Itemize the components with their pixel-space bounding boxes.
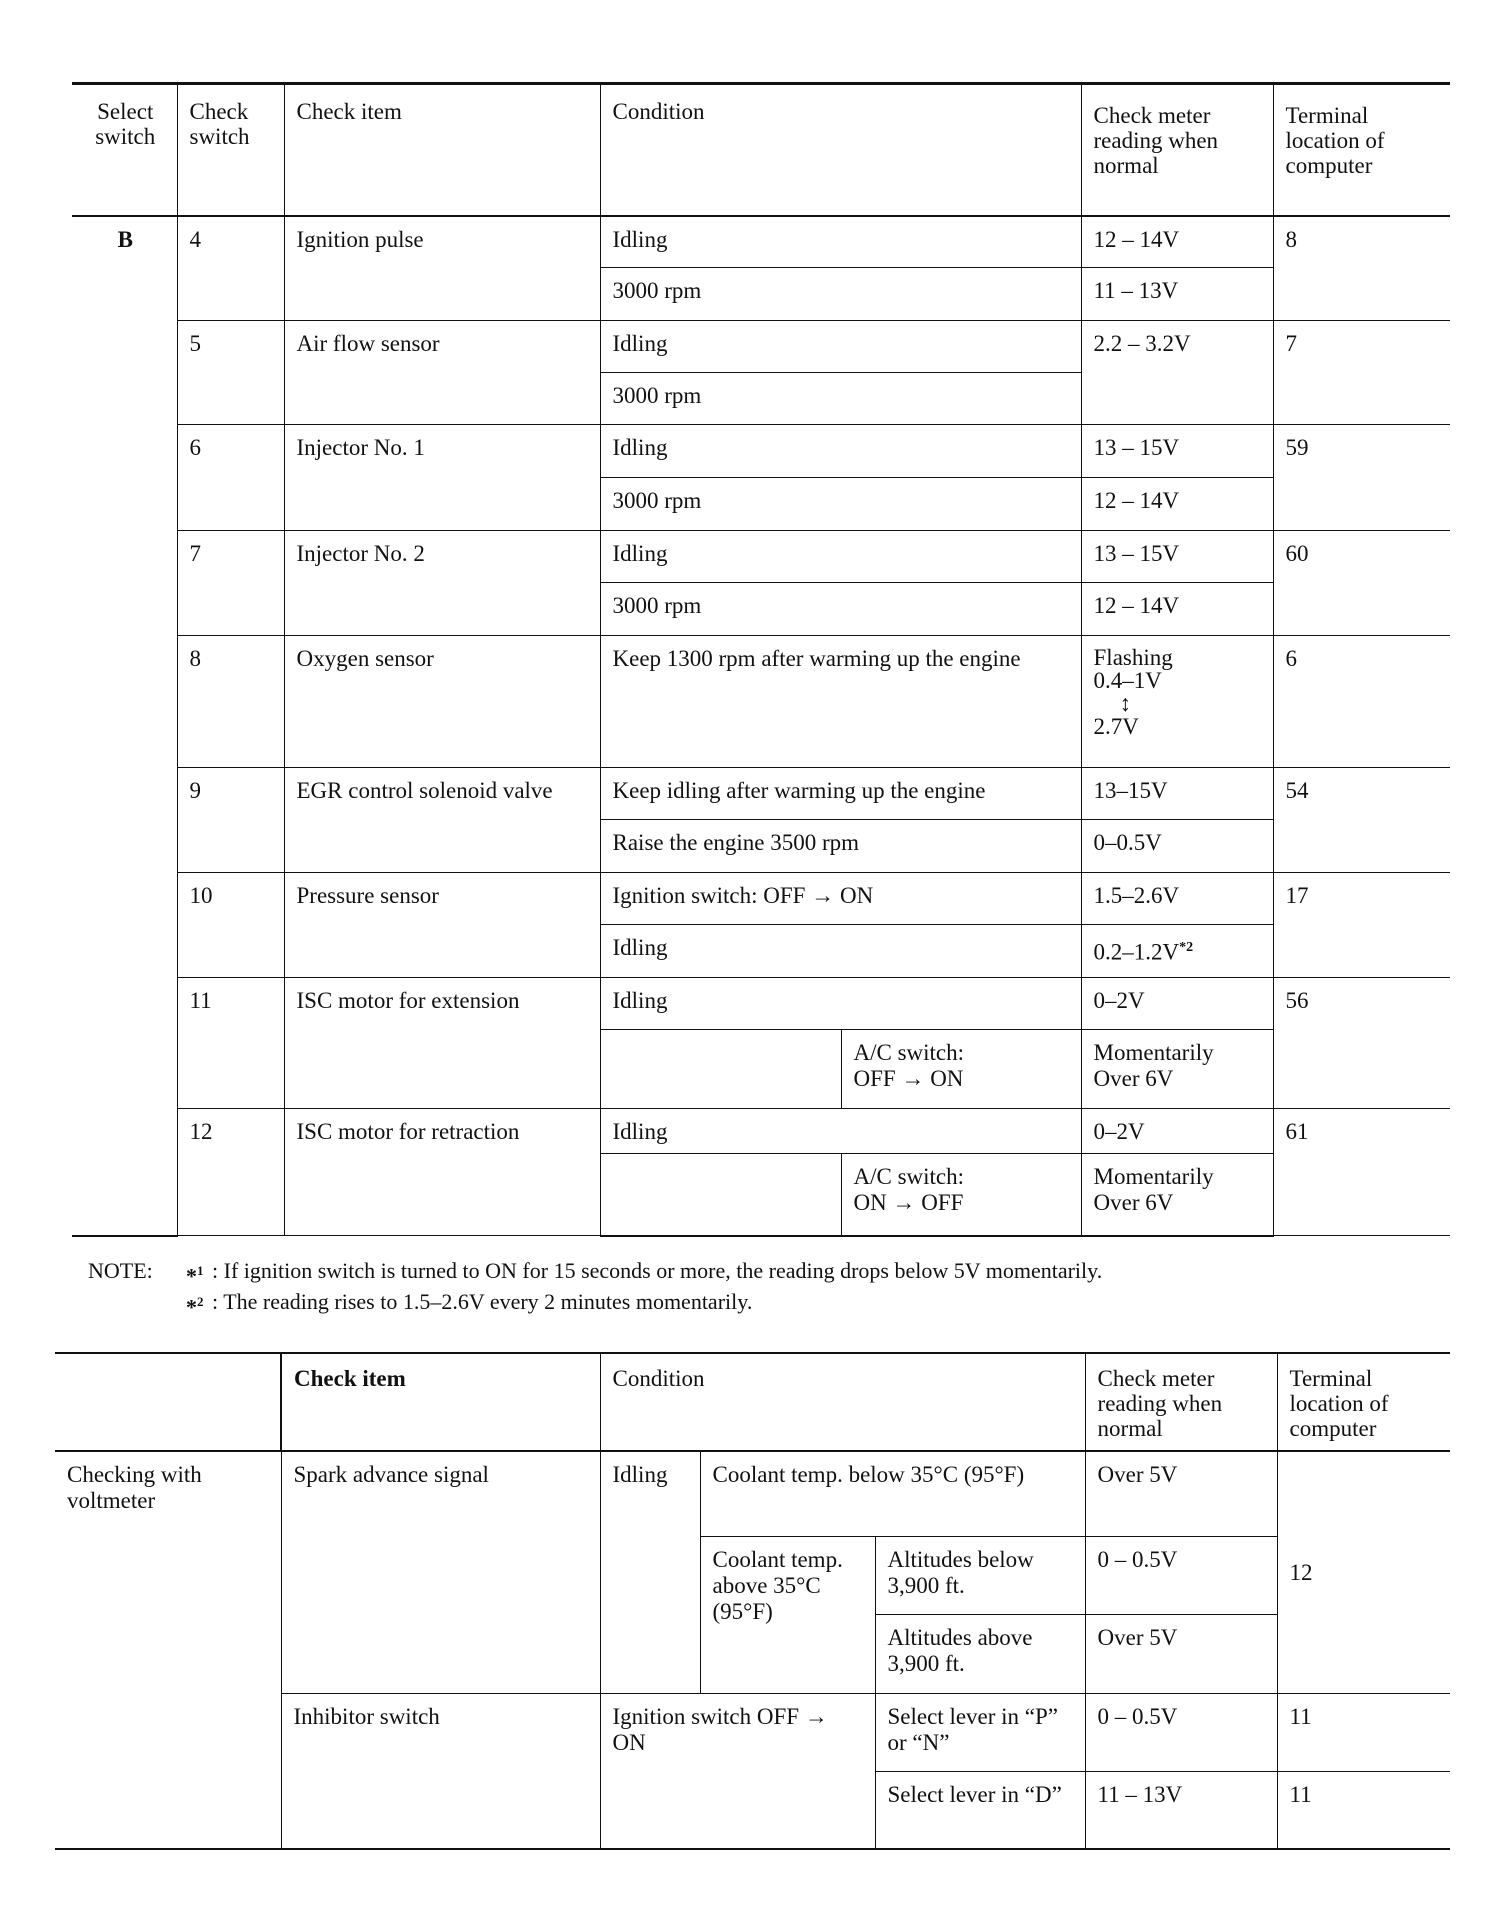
check-switch-number: 5 [177, 321, 284, 425]
check-item: ISC motor for extension [284, 978, 600, 1109]
check-item: Spark advance signal [281, 1451, 600, 1693]
up-down-arrow-icon: ↕ [1119, 691, 1132, 716]
table-row [72, 531, 1450, 583]
meter-reading: 12 – 14V [1081, 216, 1273, 268]
terminal-location: 8 [1273, 216, 1450, 321]
terminal-location: 7 [1273, 321, 1450, 425]
table-row [72, 321, 1450, 373]
meter-reading: 11 – 13V [1085, 1771, 1277, 1849]
check-item: Air flow sensor [284, 321, 600, 425]
check-switch-number: 6 [177, 425, 284, 531]
check-switch-number: 4 [177, 216, 284, 321]
condition: Raise the engine 3500 rpm [600, 820, 1081, 873]
meter-reading [1081, 1154, 1273, 1236]
meter-reading: 2.2 – 3.2V [1081, 321, 1273, 425]
meter-reading: 0–0.5V [1081, 820, 1273, 873]
condition: Idling [600, 1109, 1081, 1154]
meter-line: Over 6V [1093, 1066, 1174, 1091]
sub-condition-line: OFF → ON [853, 1066, 964, 1091]
meter-reading: 12 – 14V [1081, 478, 1273, 531]
meter-reading: 0–2V [1081, 978, 1273, 1030]
condition: Idling [600, 216, 1081, 268]
condition-blank [600, 1030, 841, 1109]
meter-line: 0.4–1V [1093, 668, 1162, 693]
note-label: NOTE: [88, 1258, 153, 1283]
terminal-location: 17 [1273, 873, 1450, 978]
meter-reading: 12 – 14V [1081, 583, 1273, 636]
meter-reading: 0–2V [1081, 1109, 1273, 1154]
sub-condition-line: A/C switch: [853, 1164, 965, 1189]
meter-reading: 11 – 13V [1081, 268, 1273, 321]
sub-condition [841, 1030, 1081, 1109]
terminal-location: 54 [1273, 768, 1450, 873]
check-switch-number: 12 [177, 1109, 284, 1236]
header-meter-reading: Check meter reading when normal [1085, 1353, 1277, 1451]
check-item: EGR control solenoid valve [284, 768, 600, 873]
condition: Keep idling after warming up the engine [600, 768, 1081, 820]
select-switch-value: B [72, 216, 177, 1236]
check-item: Oxygen sensor [284, 636, 600, 768]
condition: 3000 rpm [600, 373, 1081, 425]
check-switch-number: 7 [177, 531, 284, 636]
condition: Idling [600, 425, 1081, 478]
meter-reading: 1.5–2.6V [1081, 873, 1273, 925]
meter-line: 2.7V [1093, 714, 1139, 739]
header-terminal-location: Terminal location of computer [1273, 84, 1450, 216]
sub-condition-line: A/C switch: [853, 1040, 965, 1065]
meter-line: Momentarily [1093, 1164, 1214, 1189]
table-row [72, 873, 1450, 925]
condition-lever-pn: Select lever in “P” or “N” [875, 1693, 1085, 1771]
footnote-text: : If ignition switch is turned to ON for 15 seconds or more, the reading drops below 5V momentarily. [212, 1258, 1103, 1283]
meter-line: Flashing [1093, 645, 1173, 670]
header-meter-reading: Check meter reading when normal [1081, 84, 1273, 216]
meter-reading: Over 5V [1085, 1451, 1277, 1536]
condition: 3000 rpm [600, 478, 1081, 531]
header-condition: Condition [600, 1353, 1085, 1451]
condition-altitude-above: Altitudes above 3,900 ft. [875, 1614, 1085, 1693]
condition-ignition: Ignition switch OFF → ON [600, 1693, 875, 1849]
header-check-item: Check item [281, 1353, 600, 1451]
terminal-location: 56 [1273, 978, 1450, 1109]
condition-altitude-below: Altitudes below 3,900 ft. [875, 1536, 1085, 1614]
meter-reading [1081, 1030, 1273, 1109]
condition: Idling [600, 321, 1081, 373]
header-check-switch: Check switch [177, 84, 284, 216]
condition: Idling [600, 978, 1081, 1030]
condition: Keep 1300 rpm after warming up the engine [600, 636, 1081, 768]
footnote-2 [88, 1289, 1448, 1320]
terminal-location: 11 [1277, 1771, 1450, 1849]
header-check-item: Check item [284, 84, 600, 216]
check-item: Injector No. 1 [284, 425, 600, 531]
condition-coolant-below: Coolant temp. below 35°C (95°F) [700, 1451, 1085, 1536]
sub-condition-line: ON → OFF [853, 1190, 964, 1215]
check-table-select-switch [72, 82, 1450, 1237]
footnote-text: : The reading rises to 1.5–2.6V every 2 minutes momentarily. [212, 1289, 753, 1315]
condition: 3000 rpm [600, 583, 1081, 636]
check-item: ISC motor for retraction [284, 1109, 600, 1236]
check-switch-number: 8 [177, 636, 284, 768]
condition-idling: Idling [600, 1451, 700, 1693]
table-row [72, 768, 1450, 820]
table-row [72, 216, 1450, 268]
meter-reading: 13–15V [1081, 768, 1273, 820]
meter-line: Momentarily [1093, 1040, 1214, 1065]
meter-reading: 0 – 0.5V [1085, 1693, 1277, 1771]
footnote-1 [88, 1258, 1448, 1289]
condition: Ignition switch: OFF → ON [600, 873, 1081, 925]
condition: 3000 rpm [600, 268, 1081, 321]
meter-reading: 13 – 15V [1081, 531, 1273, 583]
check-item: Ignition pulse [284, 216, 600, 321]
check-switch-number: 11 [177, 978, 284, 1109]
table-row [72, 636, 1450, 768]
meter-reading: 0 – 0.5V [1085, 1536, 1277, 1614]
meter-value: 0.2–1.2V [1093, 939, 1180, 965]
terminal-location: 60 [1273, 531, 1450, 636]
meter-reading [1081, 925, 1273, 978]
terminal-location: 11 [1277, 1693, 1450, 1771]
terminal-location: 6 [1273, 636, 1450, 768]
sub-condition [841, 1154, 1081, 1236]
terminal-location: 12 [1277, 1451, 1450, 1693]
header-condition: Condition [600, 84, 1081, 216]
footnote-marker: *2 [1179, 940, 1194, 955]
table-row [72, 425, 1450, 478]
check-item: Pressure sensor [284, 873, 600, 978]
meter-line: Over 6V [1093, 1190, 1174, 1215]
meter-reading: Over 5V [1085, 1614, 1277, 1693]
footnote-marker: *$^1$ [186, 1263, 204, 1289]
check-method: Checking with voltmeter [55, 1451, 281, 1849]
terminal-location: 61 [1273, 1109, 1450, 1236]
condition-blank [600, 1154, 841, 1236]
meter-reading [1081, 636, 1273, 768]
footnotes [88, 1258, 1448, 1321]
check-item: Injector No. 2 [284, 531, 600, 636]
table-row [72, 978, 1450, 1030]
terminal-location: 59 [1273, 425, 1450, 531]
check-switch-number: 9 [177, 768, 284, 873]
condition-coolant-above: Coolant temp. above 35°C (95°F) [700, 1536, 875, 1693]
header-blank [55, 1353, 281, 1451]
condition: Idling [600, 925, 1081, 978]
check-switch-number: 10 [177, 873, 284, 978]
footnote-marker: *$^2$ [186, 1294, 204, 1320]
condition: Idling [600, 531, 1081, 583]
check-item: Inhibitor switch [281, 1693, 600, 1849]
meter-reading: 13 – 15V [1081, 425, 1273, 478]
check-table-voltmeter [55, 1352, 1450, 1850]
condition-lever-d: Select lever in “D” [875, 1771, 1085, 1849]
header-terminal-location: Terminal location of computer [1277, 1353, 1450, 1451]
table-row [72, 1109, 1450, 1154]
header-select-switch: Select switch [72, 84, 177, 216]
table-row [55, 1451, 1450, 1536]
